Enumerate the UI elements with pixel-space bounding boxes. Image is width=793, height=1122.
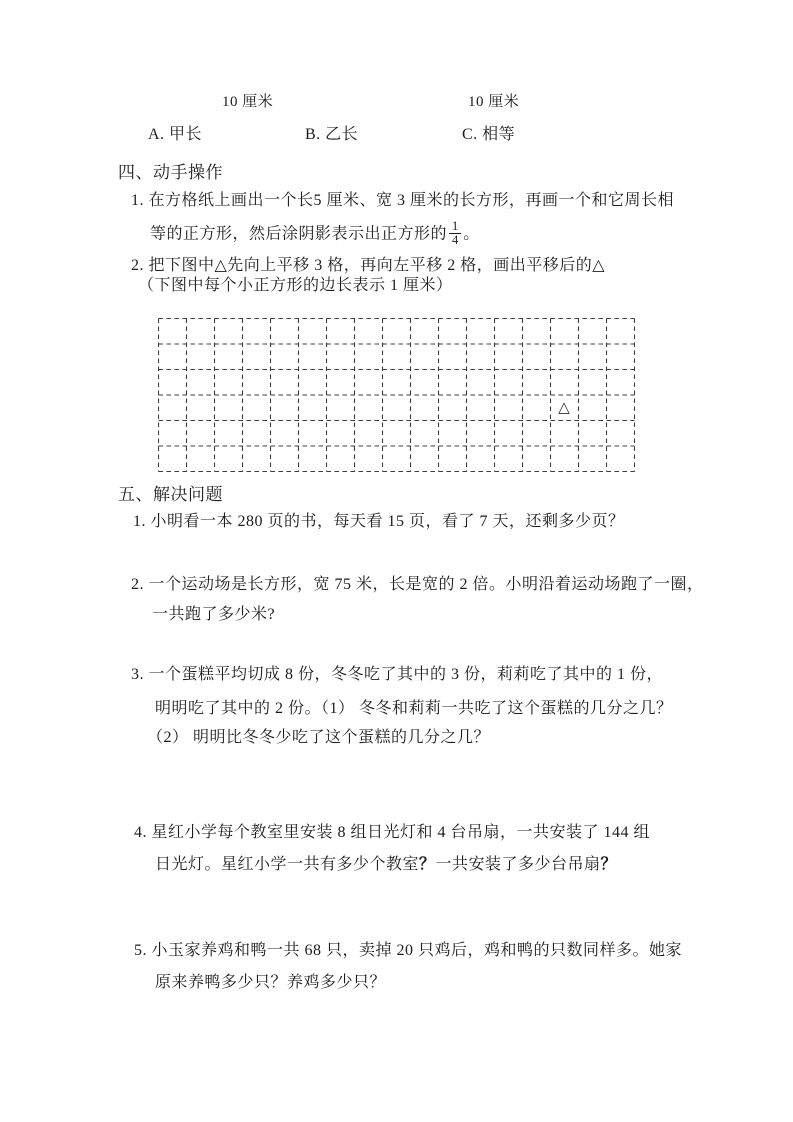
triangle-marker: △	[558, 399, 570, 416]
option-b: B. 乙长	[305, 126, 359, 143]
fraction-one-quarter	[449, 220, 461, 247]
section4-heading: 四、动手操作	[118, 163, 223, 182]
problem4-line2-part-b: 一共安装了多少台吊扇	[435, 856, 601, 873]
problem2-line2: 一共跑了多少米?	[152, 606, 276, 623]
problem4-bold-question-mark-2: ？	[600, 856, 618, 873]
problem3-line3: （2） 明明比冬冬少吃了这个蛋糕的几分之几？	[147, 729, 491, 746]
fraction-numerator: 1	[452, 219, 459, 233]
section4-item2-line1: 2. 把下图中△先向上平移 3 格，再向左平移 2 格，画出平移后的△	[131, 257, 606, 274]
problem3-line2: 明明吃了其中的 2 份。（1） 冬冬和莉莉一共吃了这个蛋糕的几分之几？	[155, 700, 673, 717]
cm-label-left: 10 厘米	[222, 94, 274, 110]
cm-label-right: 10 厘米	[468, 94, 520, 110]
fraction-denominator: 4	[449, 233, 461, 247]
problem2-line1: 2. 一个运动场是长方形，宽 75 米，长是宽的 2 倍。小明沿着运动场跑了一圈，	[131, 576, 704, 593]
problem4-line2	[155, 856, 617, 874]
section4-item1-line1: 1. 在方格纸上画出一个长5 厘米、宽 3 厘米的长方形，再画一个和它周长相	[131, 192, 675, 209]
option-c: C. 相等	[462, 126, 516, 143]
problem4-line2-part-a: 日光灯。星红小学一共有多少个教室	[155, 856, 420, 873]
problem3-line1: 3. 一个蛋糕平均切成 8 份，冬冬吃了其中的 3 份，莉莉吃了其中的 1 份，	[131, 666, 664, 683]
item1-line2-prefix: 等的正方形，然后涂阴影表示出正方形的	[150, 225, 448, 243]
section4-item2-note: （下图中每个小正方形的边长表示 1 厘米）	[138, 277, 453, 294]
item1-line2-suffix: 。	[463, 225, 480, 243]
problem1-line1: 1. 小明看一本 280 页的书，每天看 15 页，看了 7 天，还剩多少页？	[133, 513, 625, 530]
option-a: A. 甲长	[148, 126, 203, 143]
problem4-line1: 4. 星红小学每个教室里安装 8 组日光灯和 4 台吊扇，一共安装了 144 组	[134, 824, 651, 841]
section4-item1-line2	[150, 221, 480, 248]
problem4-bold-question-mark-1: ？	[419, 856, 436, 873]
problem5-line2: 原来养鸭多少只？养鸡多少只？	[155, 974, 387, 991]
problem5-line1: 5. 小玉家养鸡和鸭一共 68 只，卖掉 20 只鸡后，鸡和鸭的只数同样多。她家	[134, 942, 683, 959]
translation-grid	[158, 318, 635, 477]
section5-heading: 五、解决问题	[118, 485, 223, 504]
